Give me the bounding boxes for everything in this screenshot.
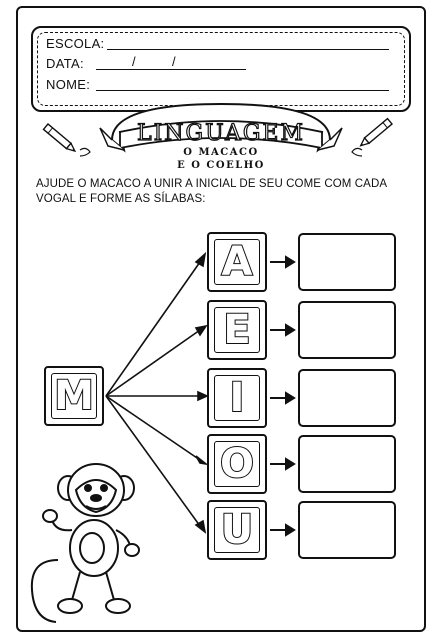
vowel-letter: A [221, 239, 253, 285]
subtitle-line-1: O MACACO [183, 147, 259, 158]
answer-box-mu[interactable] [298, 501, 396, 559]
date-separator-1: / [132, 54, 136, 69]
instruction-line-1: AJUDE O MACACO A UNIR A INICIAL DE SEU COME COM CADA [36, 178, 388, 190]
school-label: ESCOLA: [46, 36, 105, 51]
vowel-letter: E [223, 307, 251, 353]
name-label: NOME: [46, 77, 91, 92]
vowel-letter: O [219, 441, 254, 487]
date-separator-2: / [172, 54, 176, 69]
instruction-line-2: VOGAL E FORME AS SÍLABAS: [36, 193, 206, 205]
answer-box-me[interactable] [298, 301, 396, 359]
vowel-tile-i [207, 368, 267, 428]
instruction-text [36, 177, 416, 207]
vowel-tile-u [207, 500, 267, 560]
vowel-letter: I [229, 375, 245, 421]
monkey-illustration [32, 464, 139, 622]
initial-letter: M [54, 373, 94, 419]
vowel-tile-o [207, 434, 267, 494]
arrow-icon [270, 257, 294, 535]
initial-letter-tile [44, 366, 104, 426]
answer-box-mo[interactable] [298, 435, 396, 493]
answer-box-mi[interactable] [298, 369, 396, 427]
answer-box-ma[interactable] [298, 233, 396, 291]
vowel-tile-a [207, 232, 267, 292]
vowel-tile-e [207, 300, 267, 360]
subtitle-line-2: E O COELHO [177, 160, 265, 171]
title-text: LINGUAGEM [136, 121, 306, 146]
date-label: DATA: [46, 56, 84, 71]
pencil-icon [358, 119, 392, 149]
vowel-letter: U [220, 507, 254, 553]
